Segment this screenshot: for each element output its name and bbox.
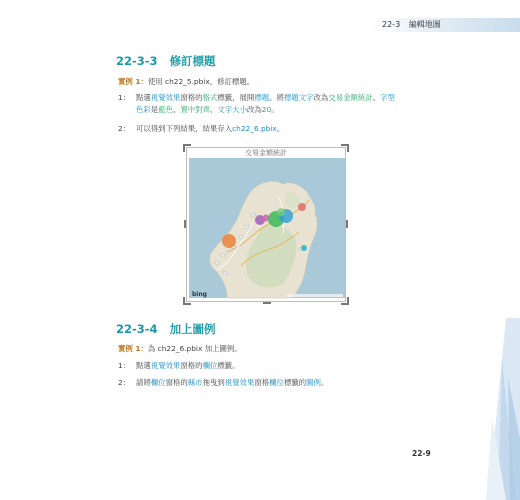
term-center-align: 置中對齊 (180, 105, 210, 114)
step-text: 標籤。 (217, 361, 240, 370)
term-county: 縣市 (187, 378, 203, 387)
place-marker (245, 226, 249, 228)
step-1-line-2 (136, 104, 279, 115)
term-visual-effects: 視覺效果 (150, 361, 181, 370)
resize-handle (184, 220, 186, 228)
step-text: 窗格的 (180, 93, 203, 102)
term-font: 字型 (380, 93, 395, 102)
term-amount-stats: 交易金額統計 (328, 93, 373, 102)
step-number: 1： (118, 361, 131, 370)
bubble-red (298, 203, 306, 211)
term-legend: 圖例 (306, 378, 321, 387)
section-number: 22-3-3 (116, 54, 158, 68)
step-text: 改為 (246, 105, 262, 114)
page-number: 22-9 (412, 449, 431, 458)
step-1-line (118, 360, 240, 371)
section-heading-22-3-4 (116, 321, 216, 337)
term-blue: 藍色 (158, 105, 173, 114)
term-format: 格式 (202, 93, 218, 102)
map-attribution-bar (287, 294, 343, 297)
step-text: 請將 (136, 378, 151, 387)
filename-ch22-6: ch22_6.pbix (232, 124, 277, 133)
step-text: 、 (209, 105, 218, 114)
bing-logo: bing (192, 291, 207, 298)
term-title-text: 標題文字 (283, 93, 314, 102)
step-text: 點選 (136, 361, 151, 370)
term-fields: 欄位 (150, 378, 166, 387)
example-text: 為 ch22_6.pbix 加上圖例。 (147, 344, 242, 353)
resize-handle (346, 220, 348, 228)
term-title: 標題 (254, 93, 270, 102)
place-marker (221, 254, 225, 256)
header-section-number: 22-3 (382, 20, 401, 29)
decorative-side-stripes (428, 318, 520, 500)
resize-handle (341, 297, 349, 305)
term-visual-effects: 視覺效果 (150, 93, 181, 102)
step-text: 可以得到下列結果，結果存入 (136, 124, 233, 133)
section-title: 修訂標題 (169, 54, 216, 68)
resize-handle (263, 302, 271, 304)
step-text: 窗格的 (180, 361, 203, 370)
step-text: 。 (271, 105, 279, 114)
map-title: 交易金額統計 (245, 149, 287, 157)
resize-handle (183, 144, 191, 152)
step-text: 改為 (313, 93, 329, 102)
bubble-orange (222, 234, 236, 248)
resize-handle (183, 297, 191, 305)
place-marker (215, 262, 219, 264)
step-number: 1： (118, 93, 131, 102)
bubble-light-green (277, 208, 285, 216)
example-line (118, 76, 254, 87)
term-visual-effects: 視覺效果 (224, 378, 255, 387)
example-text: 使用 ch22_5.pbix，修訂標題。 (147, 77, 255, 86)
taiwan-bubble-map (187, 148, 347, 303)
example-label: 實例 1： (118, 344, 148, 353)
term-fields: 欄位 (269, 378, 284, 387)
term-fields: 欄位 (202, 361, 218, 370)
place-marker (239, 236, 243, 238)
bubble-cyan (301, 245, 307, 251)
example-line (118, 343, 242, 354)
step-text: 、 (372, 93, 381, 102)
step-text: 拖曳到 (202, 378, 225, 387)
step-text: 窗格的 (165, 378, 188, 387)
step-text: 。將 (269, 93, 284, 102)
map-visual-screenshot (186, 147, 346, 302)
place-marker (223, 272, 227, 274)
section-number: 22-3-4 (116, 322, 158, 336)
place-marker (251, 214, 255, 216)
step-2-line (118, 123, 284, 134)
step-1-line-1 (118, 92, 395, 103)
step-text: 、 (173, 105, 181, 114)
term-text-size: 文字大小 (217, 105, 247, 114)
running-header (382, 18, 441, 32)
section-title: 加上圖例 (169, 322, 216, 336)
term-size-value: 20 (261, 105, 272, 114)
step-text: 點選 (136, 93, 151, 102)
step-text: 。 (320, 378, 329, 387)
step-text: 是 (150, 105, 159, 114)
step-text: 。 (276, 124, 285, 133)
step-number: 2： (118, 124, 131, 133)
section-heading-22-3-3 (116, 53, 216, 69)
header-chapter-title: 編輯地圖 (408, 20, 441, 29)
resize-handle (341, 144, 349, 152)
term-color: 色彩 (136, 105, 151, 114)
step-2-line (118, 377, 328, 388)
step-number: 2： (118, 378, 131, 387)
example-label: 實例 1： (118, 77, 148, 86)
step-text: 標籤，展開 (217, 93, 255, 102)
step-text: 窗格 (254, 378, 270, 387)
step-text: 標籤的 (283, 378, 307, 387)
